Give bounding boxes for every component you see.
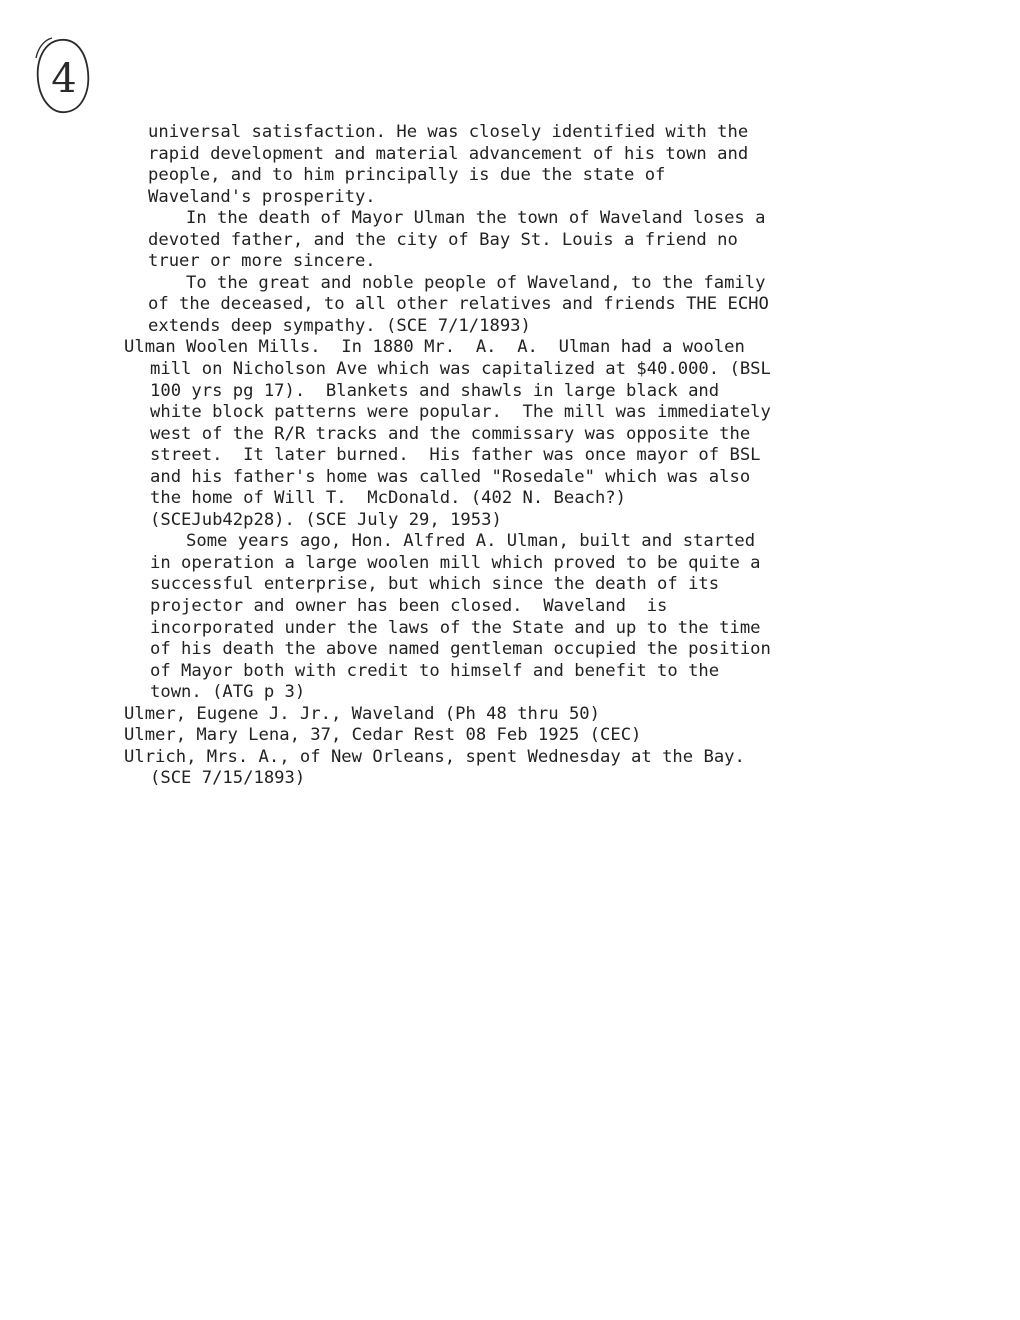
text-line: To the great and noble people of Waveland, to the family <box>186 272 766 293</box>
circled-page-number-icon <box>30 34 94 118</box>
text-line: 100 yrs pg 17). Blankets and shawls in large black and <box>150 380 720 401</box>
page-number: 4 <box>51 56 77 102</box>
text-line: successful enterprise, but which since the death of its <box>150 574 720 595</box>
text-line: the home of Will T. McDonald. (402 N. Beach?) <box>150 488 626 509</box>
text-line: of his death the above named gentleman occupied the position <box>150 639 771 660</box>
text-line: of the deceased, to all other relatives and friends THE ECHO <box>148 294 769 315</box>
text-line: extends deep sympathy. (SCE 7/1/1893) <box>148 315 531 336</box>
text-line: people, and to him principally is due the state of <box>148 165 666 186</box>
text-line: incorporated under the laws of the State and up to the time <box>150 617 761 638</box>
text-line: Ulmer, Mary Lena, 37, Cedar Rest 08 Feb 1925 (CEC) <box>124 725 642 746</box>
text-line: of Mayor both with credit to himself and benefit to the <box>150 660 720 681</box>
text-line: projector and owner has been closed. Waveland is <box>150 596 668 617</box>
text-line: (SCE 7/15/1893) <box>150 768 306 789</box>
text-line: Ulrich, Mrs. A., of New Orleans, spent Wednesday at the Bay. <box>124 746 745 767</box>
text-line: and his father's home was called "Rosedale" which was also <box>150 466 751 487</box>
text-line: street. It later burned. His father was once mayor of BSL <box>150 445 761 466</box>
text-line: (SCEJub42p28). (SCE July 29, 1953) <box>150 509 502 530</box>
text-line: Some years ago, Hon. Alfred A. Ulman, built and started <box>186 531 756 552</box>
text-line: devoted father, and the city of Bay St. Louis a friend no <box>148 229 738 250</box>
text-line: truer or more sincere. <box>148 251 376 272</box>
text-line: In the death of Mayor Ulman the town of Waveland loses a <box>186 208 766 229</box>
text-line: universal satisfaction. He was closely identified with the <box>148 122 749 142</box>
document-body <box>0 122 1020 790</box>
text-line: west of the R/R tracks and the commissary was opposite the <box>150 423 751 444</box>
text-line: in operation a large woolen mill which proved to be quite a <box>150 552 761 573</box>
text-line: mill on Nicholson Ave which was capitalized at $40.000. (BSL <box>150 359 771 380</box>
text-line: Waveland's prosperity. <box>148 186 376 207</box>
text-line: Ulman Woolen Mills. In 1880 Mr. A. A. Ulman had a woolen <box>124 337 745 358</box>
text-line: Ulmer, Eugene J. Jr., Waveland (Ph 48 thru 50) <box>124 703 600 724</box>
text-line: town. (ATG p 3) <box>150 682 306 703</box>
text-line: rapid development and material advancement of his town and <box>148 143 749 164</box>
text-line: white block patterns were popular. The mill was immediately <box>150 402 771 423</box>
